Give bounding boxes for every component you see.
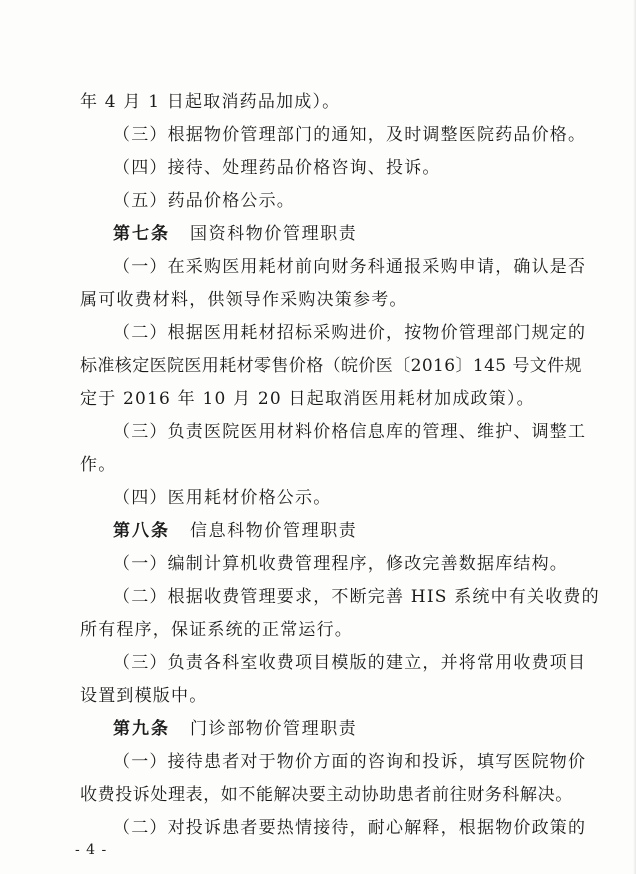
text-line: 收费投诉处理表，如不能解决要主动协助患者前往财务科解决。: [80, 785, 573, 805]
article-number: 第八条: [113, 521, 170, 541]
article-title: 门诊部物价管理职责: [190, 719, 358, 739]
text-line: 定于 2016 年 10 月 20 日起取消医用耗材加成政策）。: [80, 389, 535, 409]
text-line: （一）接待患者对于物价方面的咨询和投诉，填写医院物价: [113, 752, 587, 772]
article-heading: [113, 224, 357, 244]
article-number: 第七条: [113, 224, 170, 244]
article-heading: [113, 719, 357, 739]
text-line: （二）对投诉患者要热情接待，耐心解释，根据物价政策的: [113, 818, 587, 838]
text-line: 标准核定医院医用耗材零售价格（皖价医〔2016〕145 号文件规: [80, 356, 582, 376]
text-line: 作。: [80, 455, 117, 475]
article-title: 国资科物价管理职责: [190, 224, 358, 244]
article-title: 信息科物价管理职责: [190, 521, 358, 541]
page-number: - 4 -: [75, 842, 108, 858]
text-line: （三）根据物价管理部门的通知，及时调整医院药品价格。: [113, 125, 587, 145]
text-line: （五）药品价格公示。: [113, 191, 295, 211]
text-line: （四）接待、处理药品价格咨询、投诉。: [113, 158, 441, 178]
article-heading: [113, 521, 357, 541]
text-line: （二）根据医用耗材招标采购进价，按物价管理部门规定的: [113, 323, 587, 343]
text-line: （一）编制计算机收费管理程序，修改完善数据库结构。: [113, 554, 568, 574]
text-line: 所有程序，保证系统的正常运行。: [80, 620, 353, 640]
text-line: （四）医用耗材价格公示。: [113, 488, 332, 508]
text-line: 属可收费材料，供领导作采购决策参考。: [80, 290, 408, 310]
text-line: （三）负责医院医用材料价格信息库的管理、维护、调整工: [113, 422, 587, 442]
text-line: （三）负责各科室收费项目模版的建立，并将常用收费项目: [113, 653, 587, 673]
text-line: （二）根据收费管理要求，不断完善 HIS 系统中有关收费的: [113, 587, 600, 607]
text-line: 年 4 月 1 日起取消药品加成）。: [80, 92, 341, 112]
text-line: （一）在采购医用耗材前向财务科通报采购申请，确认是否: [113, 257, 587, 277]
article-number: 第九条: [113, 719, 170, 739]
text-line: 设置到模版中。: [80, 686, 208, 706]
